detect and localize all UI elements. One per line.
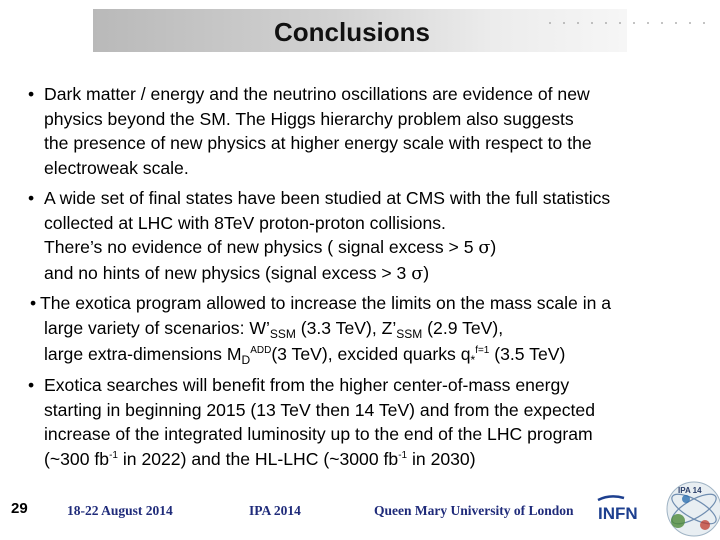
bullet-marker: • [30,293,37,313]
bullet-marker: • [28,188,35,208]
bullet-line: collected at LHC with 8TeV proton-proton collisions. [44,212,446,233]
sigma-symbol: σ [411,263,424,284]
footer-conference: IPA 2014 [249,503,301,518]
superscript: ADD [250,345,272,356]
sigma-symbol: σ [478,238,491,258]
bullet-line: physics beyond the SM. The Higgs hierarchy problem also suggests [44,108,574,129]
infn-logo-icon [594,492,656,530]
subscript: * [470,353,476,367]
subscript: SSM [269,326,296,341]
bullet-text: in 2030) [407,448,476,469]
bullet-text: large extra-dimensions M [44,344,242,364]
superscript: -1 [398,449,408,461]
bullet-line: starting in beginning 2015 (13 TeV then 14 TeV) and from the expected [44,399,595,420]
page-number: 29 [11,500,28,517]
bullet-text: There’s no evidence of new physics ( signal excess > 5 [44,237,479,257]
bullet-text: (3.5 TeV) [489,344,566,364]
bullet-marker: • [28,84,35,104]
superscript: f=1 [475,345,490,356]
footer-date: 18-22 August 2014 [67,503,173,518]
bullet-line [44,235,610,261]
bullet-text: (3 TeV), excided quarks q [271,344,471,364]
bullet-text: large variety of scenarios: W’ [44,317,270,338]
bullet-marker: • [28,375,35,395]
bullet-text: in 2022) and the HL-LHC (~3000 fb [117,448,399,469]
bullet-line: Dark matter / energy and the neutrino oscillations are evidence of new [44,84,590,104]
footer-venue: Queen Mary University of London [374,503,574,518]
subscript: D [241,353,251,367]
bullet-line: A wide set of final states have been studied at CMS with the full statistics [44,188,611,208]
bullet-text: (~300 fb [44,448,110,469]
ipa-logo-icon [660,477,720,540]
bullet-line: increase of the integrated luminosity up to the end of the LHC program [44,424,593,444]
bullet-text: ) [423,262,430,283]
bullet-line [44,316,565,343]
bullet-line [44,342,565,371]
bullet-line [44,261,610,287]
ipa-logo-text: IPA 14 [678,486,702,495]
infn-logo-text: INFN [598,504,638,523]
bullet-line: the presence of new physics at higher energy scale with respect to the [44,133,592,153]
bullet-line: electroweak scale. [44,157,189,178]
bullet-text: ) [490,237,497,257]
bullet-line [44,447,595,476]
bullet-text: (2.9 TeV), [422,317,504,338]
bullet-text: (3.3 TeV), Z’ [295,317,397,338]
bullet-line: Exotica searches will benefit from the higher center-of-mass energy [44,375,570,395]
bullet-line: The exotica program allowed to increase the limits on the mass scale in a [40,293,612,313]
title-bar [93,9,627,52]
slide-title: Conclusions [273,17,430,47]
superscript: -1 [109,449,118,461]
bullet-text: and no hints of new physics (signal excess > 3 [44,262,412,283]
subscript: SSM [396,326,423,341]
